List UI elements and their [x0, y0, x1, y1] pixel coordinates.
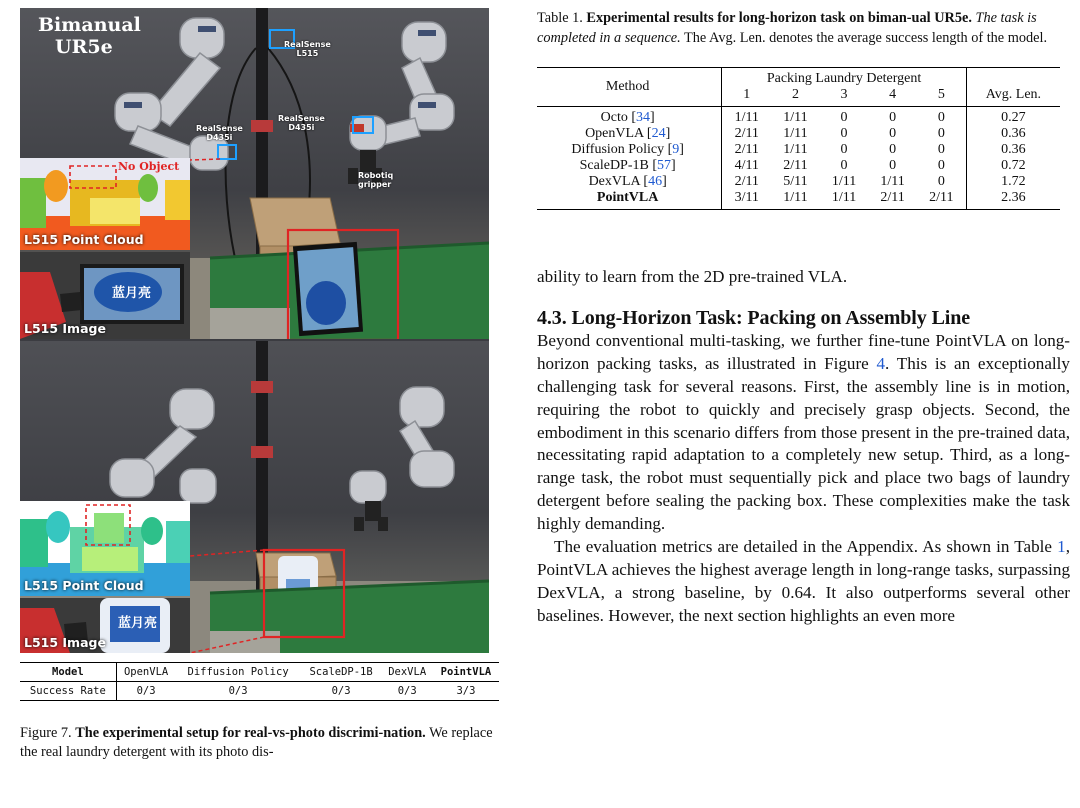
model-header-cell: Model — [20, 663, 116, 682]
table1-value-cell: 0 — [889, 142, 897, 157]
paragraph-2-part-a: Beyond conventional multi-tasking, we further fine-tune PointVLA on long-horizon packing tasks, as illustrated in Figure — [537, 330, 1070, 373]
table1-value-cell: 0 — [889, 126, 897, 141]
table1-value-cell: 0 — [840, 126, 848, 141]
table1-row — [537, 142, 1060, 158]
table1-row — [537, 107, 1060, 127]
sensor-label-gripper-line1: Robotiq — [358, 171, 394, 180]
bag-brand-text-top: 蓝月亮 — [112, 286, 152, 301]
model-header-openvla: OpenVLA — [116, 663, 175, 682]
table1-value-cell: 3/11 — [722, 190, 771, 210]
table1-header-row — [537, 68, 1060, 88]
platform-label-line2: UR5e — [55, 36, 113, 58]
table1-value-cell: 0 — [917, 126, 966, 142]
paragraph-3 — [537, 536, 1070, 628]
table1-caption-rest: The Avg. Len. denotes the average success length of the model. — [684, 30, 1048, 46]
paragraph-1: ability to learn from the 2D pre-trained VLA. — [537, 267, 848, 286]
table1-method-cell: DexVLA [46] — [537, 174, 722, 190]
table1-header-group: Packing Laundry Detergent — [722, 68, 966, 88]
table1-value-cell: 2/11 — [783, 158, 808, 173]
table1-method-name: DexVLA — [588, 174, 640, 189]
table1-method-cell — [537, 190, 722, 210]
sensor-label-l515-line2: L515 — [296, 49, 319, 58]
table1-level-1: 1 — [722, 87, 771, 107]
table1-value-cell: 1/11 — [783, 126, 808, 141]
table1-citation-link[interactable]: 34 — [636, 110, 651, 125]
table1-method-cell: Octo [34] — [537, 107, 722, 127]
table1-avg-cell: 0.27 — [1001, 110, 1026, 125]
figure-caption-rest: We replace the real laundry detergent with its photo dis- — [20, 725, 493, 760]
bottom-image-inset — [20, 598, 190, 653]
table1-avg-cell: 1.72 — [1001, 174, 1026, 189]
section-heading: 4.3. Long-Horizon Task: Packing on Assembly Line — [537, 306, 971, 329]
figure-caption — [20, 724, 509, 762]
table1-caption-italic: The task is completed in a sequence. — [537, 10, 1037, 46]
table-1-link[interactable]: 1 — [1057, 537, 1066, 557]
table1-method-cell: OpenVLA [24] — [537, 126, 722, 142]
model-header-pointvla: PointVLA — [433, 663, 499, 682]
table1-level-4: 4 — [868, 87, 917, 107]
table1-level-5: 5 — [917, 87, 966, 107]
table1-method-name: OpenVLA — [585, 126, 644, 141]
success-rate-table — [20, 662, 499, 701]
table1-citation-link[interactable]: 57 — [657, 158, 672, 173]
table1-body — [537, 107, 1060, 210]
success-rate-pointvla: 3/3 — [433, 682, 499, 701]
no-object-label: No Object — [118, 160, 180, 173]
table1-value-cell: 2/11 — [868, 190, 917, 210]
table1-value-cell: 0 — [889, 110, 897, 125]
figure-caption-bold: The experimental setup for real-vs-photo discrimi-nation. — [75, 725, 426, 741]
success-rate-scaledp: 0/3 — [301, 682, 382, 701]
table1-avg-cell: 0.36 — [1001, 142, 1026, 157]
table1-value-cell: 0 — [889, 158, 897, 173]
table1-avg-cell: 2.36 — [966, 190, 1060, 210]
paragraph-3-part-a: The evaluation metrics are detailed in the Appendix. As shown in Table — [554, 537, 1058, 557]
table1-method-name: Diffusion Policy — [571, 142, 665, 157]
left-column — [20, 8, 510, 762]
success-rate-openvla: 0/3 — [116, 682, 175, 701]
success-rate-table-header — [20, 663, 499, 682]
table1-value-cell: 0 — [840, 158, 848, 173]
platform-label — [38, 14, 141, 58]
model-header-diffusion-policy: Diffusion Policy — [176, 663, 301, 682]
table1-row — [537, 158, 1060, 174]
table1-value-cell: 1/11 — [831, 174, 857, 189]
table1-value-cell: 1/11 — [783, 142, 808, 157]
sensor-label-d435i-left-line1: RealSense — [196, 124, 243, 133]
success-rate-diffusion-policy: 0/3 — [176, 682, 301, 701]
top-image-inset — [20, 252, 190, 339]
sensor-label-d435i-right-line1: RealSense — [278, 114, 325, 123]
sensor-label-d435i-left — [196, 124, 243, 142]
table1-value-cell: 2/11 — [734, 174, 759, 189]
table1-caption-label: Table 1. — [537, 10, 583, 26]
top-pointcloud-inset — [20, 158, 190, 250]
table1-avg-cell: 0.72 — [1001, 158, 1026, 173]
sensor-label-gripper-line2: gripper — [358, 180, 392, 189]
table1-value-cell: 0 — [917, 142, 966, 158]
success-rate-label: Success Rate — [20, 682, 116, 701]
table1-value-cell: 2/11 — [734, 126, 759, 141]
paragraph-3-part-b: , PointVLA achieves the highest average length in long-range tasks, surpassing DexVLA, a strong baseline, by 0.64. It also outperforms several other baselines. However, the next section highlights an even more — [537, 537, 1070, 625]
table1-method-cell: ScaleDP-1B [57] — [537, 158, 722, 174]
table1-citation-link[interactable]: 46 — [648, 174, 663, 189]
table1-value-cell: 1/11 — [820, 190, 869, 210]
table1-caption — [537, 8, 1070, 48]
success-rate-dexvla: 0/3 — [382, 682, 433, 701]
table1-citation-link[interactable]: 24 — [651, 126, 666, 141]
bottom-pointcloud-inset — [20, 501, 190, 596]
sensor-label-d435i-right-line2: D435i — [288, 123, 315, 132]
table1-row — [537, 126, 1060, 142]
platform-label-line1: Bimanual — [38, 14, 141, 36]
table1-value-cell: 2/11 — [734, 142, 759, 157]
table1-row — [537, 190, 1060, 210]
table1-value-cell: 1/11 — [783, 110, 808, 125]
table1-caption-bold: Experimental results for long-horizon task on biman-ual UR5e. — [586, 10, 972, 26]
table1-level-2: 2 — [771, 87, 820, 107]
experiment-setup-figure — [20, 8, 489, 653]
table1-level-3: 3 — [820, 87, 869, 107]
bottom-image-label: L515 Image — [24, 635, 106, 650]
table1-value-cell: 5/11 — [783, 174, 808, 189]
table1-value-cell: 0 — [840, 142, 848, 157]
table1 — [537, 67, 1060, 210]
table1-value-cell: 0 — [917, 158, 966, 174]
bag-brand-text-bottom: 蓝月亮 — [118, 616, 158, 631]
sensor-label-d435i-right — [278, 114, 325, 132]
table1-citation-link[interactable]: 9 — [672, 142, 680, 157]
table1-method-name: Octo — [600, 110, 628, 125]
success-rate-table-row — [20, 682, 499, 701]
top-photo-panel — [20, 8, 489, 339]
top-pointcloud-label: L515 Point Cloud — [24, 232, 144, 247]
bottom-pointcloud-label: L515 Point Cloud — [24, 578, 144, 593]
table1-value-cell: 0 — [917, 107, 966, 127]
table1-value-cell: 1/11 — [771, 190, 820, 210]
paragraph-2-part-b: . This is an exceptionally challenging task for several reasons. First, the assembly line is in motion, requiring the robot to quickly and precisely grasp objects. Second, the embodiment in this scenario differs from those present in the pre-trained data, necessitating rapid adaptation to a completely new setup. Third, as a long-range task, the robot must sequentially pick and place two bags of laundry detergent before sealing the packing box. These complexities make the task highly demanding. — [537, 353, 1070, 534]
table1-header-method: Method — [537, 68, 722, 107]
top-image-label: L515 Image — [24, 321, 106, 336]
sensor-label-d435i-left-line2: D435i — [206, 133, 233, 142]
table1-row — [537, 174, 1060, 190]
table1-header-avg: Avg. Len. — [966, 68, 1060, 107]
table1-value-cell: 0 — [917, 174, 966, 190]
bottom-photo-panel — [20, 341, 489, 653]
table1-value-cell: 1/11 — [734, 110, 759, 125]
model-header-scaledp: ScaleDP-1B — [301, 663, 382, 682]
table1-value-cell: 1/11 — [880, 174, 905, 189]
table1-value-cell: 0 — [840, 110, 848, 125]
table1-value-cell: 4/11 — [734, 158, 759, 173]
model-header-dexvla: DexVLA — [382, 663, 433, 682]
table1-value-cell: 2/11 — [917, 190, 966, 210]
table1-method-name: ScaleDP-1B — [579, 158, 649, 173]
sensor-label-l515-line1: RealSense — [284, 40, 331, 49]
sensor-label-gripper — [358, 171, 393, 189]
sensor-label-l515 — [284, 40, 331, 58]
right-column — [537, 8, 1070, 628]
paragraph-2 — [537, 330, 1070, 536]
figure-caption-label: Figure 7. — [20, 725, 72, 741]
table1-method-cell: Diffusion Policy [9] — [537, 142, 722, 158]
figure-4-link[interactable]: 4 — [876, 353, 886, 373]
table1-avg-cell: 0.36 — [1001, 126, 1026, 141]
table1-method-name: PointVLA — [596, 190, 659, 205]
